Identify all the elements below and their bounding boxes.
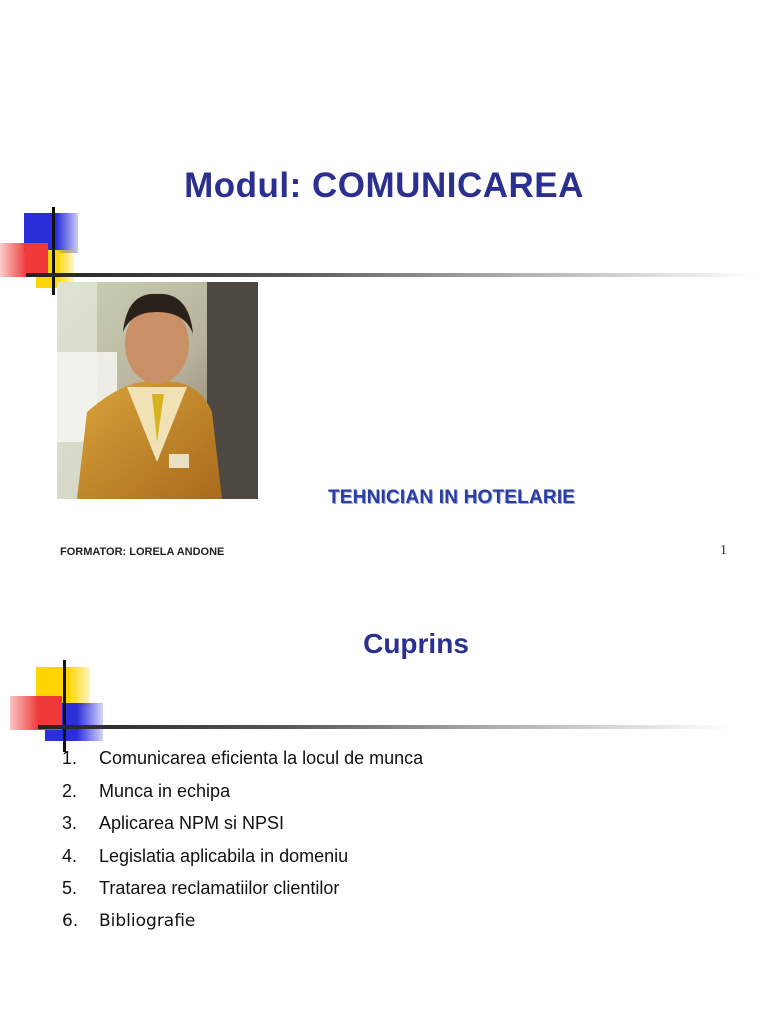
table-of-contents [62,746,423,941]
item-text: Aplicarea NPM si NPSI [99,813,285,833]
list-item [62,779,423,812]
slide-2 [0,580,768,1024]
subtitle: TEHNICIAN IN HOTELARIE [328,487,576,508]
item-number: 3. [62,813,78,833]
businessman-photo [57,282,258,499]
list-item [62,876,423,909]
item-text: Bibliografie [99,910,196,931]
item-number: 4. [62,845,78,866]
item-text: Comunicarea eficienta la locul de munca [99,748,424,768]
item-number: 6. [62,910,79,931]
footer-author: FORMATOR: LORELA ANDONE [60,546,225,558]
slide-title: Cuprins [363,628,469,659]
item-number: 1. [62,748,78,768]
item-number: 2. [62,780,78,801]
list-item [62,844,423,877]
list-item [62,746,423,779]
item-text: Tratarea reclamatiilor clientilor [99,878,340,898]
list-item [62,811,423,844]
item-text: Legislatia aplicabila in domeniu [99,845,349,866]
item-text: Munca in echipa [99,780,231,801]
item-number: 5. [62,878,78,898]
page-number: 1 [720,543,727,558]
list-item [62,909,423,942]
slide-title: Modul: COMUNICAREA [184,166,584,205]
